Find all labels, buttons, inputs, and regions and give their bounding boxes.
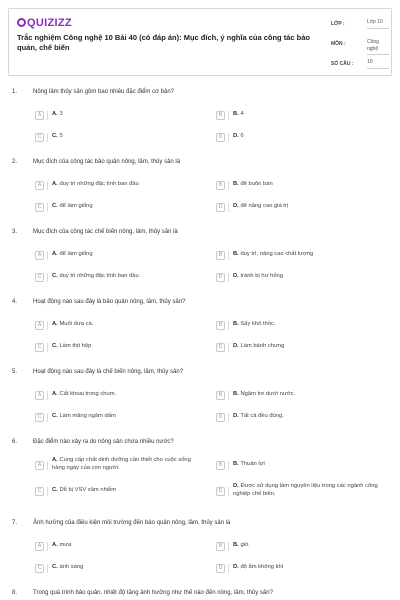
option-divider [228, 133, 229, 142]
meta-label: LỚP : [331, 21, 345, 27]
option-divider [47, 461, 48, 470]
answer-option[interactable] [35, 389, 205, 401]
answer-option[interactable] [35, 341, 205, 353]
option-text: B. 4 [233, 111, 244, 118]
option-letter-box: B [216, 251, 225, 260]
meta-subject [331, 35, 389, 55]
option-text: B. duy trì, nâng cao chất lượng [233, 251, 314, 258]
option-divider [228, 251, 229, 260]
option-text: D. Được sử dụng làm nguyên liệu trong các ngành công nghiệp chế biến. [233, 483, 378, 497]
question-text: Ảnh hưởng của điều kiện môi trường đến bảo quản nông, lâm, thủy sản là [33, 520, 231, 526]
option-divider [228, 542, 229, 551]
answer-option[interactable] [216, 319, 390, 331]
option-text: B. Thuận lợi [233, 461, 265, 468]
option-letter-box: A [35, 542, 44, 551]
option-letter-box: B [216, 181, 225, 190]
option-divider [47, 542, 48, 551]
option-text: A. 3 [52, 111, 63, 118]
meta-value: Lớp 10 [367, 19, 389, 29]
option-divider [47, 251, 48, 260]
answer-option[interactable] [35, 459, 205, 471]
answer-option[interactable] [35, 411, 205, 423]
option-text: D. Làm bánh chưng [233, 343, 285, 350]
option-divider [228, 321, 229, 330]
option-letter-box: C [35, 413, 44, 422]
meta-grade [331, 15, 389, 35]
option-divider [228, 111, 229, 120]
question-item [10, 156, 390, 226]
option-letter-box: C [35, 564, 44, 573]
worksheet-meta [331, 15, 389, 75]
option-divider [47, 564, 48, 573]
option-letter-box: A [35, 251, 44, 260]
question-text: Đặc điểm nào xảy ra do nông sản chứa nhiều nước? [33, 439, 174, 445]
brand-name: QUIZIZZ [27, 17, 72, 29]
option-divider [47, 413, 48, 422]
question-text: Nông lâm thủy sản gồm bao nhiêu đặc điểm cơ bản? [33, 89, 175, 95]
answer-option[interactable] [216, 389, 390, 401]
option-letter-box: D [216, 273, 225, 282]
option-letter-box: D [216, 343, 225, 352]
option-text: D. để nâng cao giá trị [233, 203, 289, 210]
answer-option[interactable] [35, 131, 205, 143]
option-divider [47, 203, 48, 212]
answer-option[interactable] [216, 131, 390, 143]
answer-option[interactable] [216, 411, 390, 423]
option-text: D. độ ẩm không khí [233, 564, 284, 571]
question-number: 4. [12, 299, 18, 305]
question-item [10, 366, 390, 436]
question-item [10, 436, 390, 517]
option-text: A. mưa [52, 542, 72, 549]
question-item [10, 86, 390, 156]
option-letter-box: A [35, 181, 44, 190]
option-letter-box: D [216, 487, 225, 496]
option-letter-box: D [216, 203, 225, 212]
answer-option[interactable] [216, 485, 390, 497]
answer-option[interactable] [216, 562, 390, 574]
answer-option[interactable] [216, 249, 390, 261]
option-text: A. duy trì những đặc tính ban đầu [52, 181, 139, 188]
question-text: Trong quá trình bảo quản, nhiệt độ tăng ảnh hưởng như thế nào đến nông, lâm, thủy sản? [33, 590, 273, 596]
question-text: Mục đích của công tác chế biến nông, lâm, thủy sản là [33, 229, 178, 235]
question-text: Hoạt động nào sau đây là chế biến nông, lâm, thủy sản? [33, 369, 184, 375]
option-divider [47, 133, 48, 142]
option-divider [47, 111, 48, 120]
option-divider [228, 181, 229, 190]
option-text: D. Tất cả đều đúng. [233, 413, 284, 420]
option-text: C. ánh sáng [52, 564, 84, 571]
option-text: A. Muối dưa cà. [52, 321, 94, 328]
question-number: 6. [12, 439, 18, 445]
option-divider [228, 461, 229, 470]
answer-option[interactable] [35, 319, 205, 331]
option-letter-box: C [35, 203, 44, 212]
option-letter-box: B [216, 391, 225, 400]
option-letter-box: C [35, 487, 44, 496]
answer-option[interactable] [35, 179, 205, 191]
answer-option[interactable] [35, 485, 205, 497]
option-letter-box: B [216, 461, 225, 470]
option-letter-box: B [216, 111, 225, 120]
option-divider [47, 343, 48, 352]
option-letter-box: A [35, 391, 44, 400]
option-letter-box: A [35, 321, 44, 330]
meta-label: MÔN : [331, 41, 346, 47]
answer-option[interactable] [216, 459, 390, 471]
question-item [10, 517, 390, 587]
option-letter-box: C [35, 133, 44, 142]
answer-option[interactable] [35, 109, 205, 121]
option-letter-box: D [216, 564, 225, 573]
option-text: C. 5 [52, 133, 63, 140]
option-text: B. Sấy khô thóc. [233, 321, 276, 328]
meta-value: 10 [367, 59, 389, 69]
question-text: Hoạt động nào sau đây là bảo quản nông, lâm, thủy sản? [33, 299, 186, 305]
question-number: 2. [12, 159, 18, 165]
meta-value: Công nghệ [367, 39, 389, 55]
option-letter-box: D [216, 413, 225, 422]
option-text: B. để buôn bán [233, 181, 273, 188]
answer-option[interactable] [216, 201, 390, 213]
option-divider [47, 181, 48, 190]
answer-option[interactable] [35, 271, 205, 283]
worksheet-header [8, 8, 392, 76]
option-text: C. Dễ bị VSV xâm nhiễm [52, 487, 117, 494]
option-text: B. Ngâm tre dưới nước. [233, 391, 296, 398]
option-text: C. Làm măng ngâm dấm [52, 413, 116, 420]
question-number: 5. [12, 369, 18, 375]
option-divider [228, 487, 229, 496]
option-divider [228, 343, 229, 352]
option-text: C. Làm thịt hộp [52, 343, 92, 350]
option-text: B. gió. [233, 542, 250, 549]
option-divider [228, 564, 229, 573]
option-text: A. Cung cấp chất dinh dưỡng cần thiết cho cuộc sống hàng ngày của con người. [52, 457, 191, 471]
option-divider [228, 413, 229, 422]
question-number: 8. [12, 590, 18, 596]
quizizz-logo [17, 17, 72, 29]
answer-option[interactable] [35, 249, 205, 261]
meta-label: SỐ CÂU : [331, 61, 354, 67]
option-divider [47, 391, 48, 400]
meta-question-count [331, 55, 389, 75]
answer-option[interactable] [35, 201, 205, 213]
answer-option[interactable] [35, 540, 205, 552]
question-item [10, 226, 390, 296]
question-number: 3. [12, 229, 18, 235]
question-number: 1. [12, 89, 18, 95]
option-letter-box: A [35, 461, 44, 470]
question-list [10, 86, 390, 600]
question-number: 7. [12, 520, 18, 526]
option-letter-box: C [35, 343, 44, 352]
option-letter-box: B [216, 542, 225, 551]
answer-option[interactable] [216, 341, 390, 353]
option-letter-box: A [35, 111, 44, 120]
question-item [10, 296, 390, 366]
answer-option[interactable] [216, 540, 390, 552]
option-text: A. Cất khoai trong chum. [52, 391, 117, 398]
answer-option[interactable] [216, 271, 390, 283]
option-letter-box: D [216, 133, 225, 142]
logo-icon [17, 18, 26, 27]
option-divider [228, 203, 229, 212]
option-text: C. duy trì những đặc tính ban đầu [52, 273, 139, 280]
option-divider [228, 273, 229, 282]
answer-option[interactable] [35, 562, 205, 574]
option-text: D. 6 [233, 133, 244, 140]
option-letter-box: C [35, 273, 44, 282]
question-item [10, 587, 390, 600]
answer-option[interactable] [216, 179, 390, 191]
answer-option[interactable] [216, 109, 390, 121]
option-divider [228, 391, 229, 400]
option-divider [47, 487, 48, 496]
option-text: C. để làm giống [52, 203, 93, 210]
option-text: D. tránh bị hư hỏng [233, 273, 283, 280]
option-divider [47, 321, 48, 330]
option-text: A. để làm giống [52, 251, 93, 258]
option-divider [47, 273, 48, 282]
option-letter-box: B [216, 321, 225, 330]
worksheet-title: Trắc nghiệm Công nghệ 10 Bài 40 (có đáp án): Mục đích, ý nghĩa của công tác bảo quản, chế biến [17, 33, 310, 53]
question-text: Mục đích của công tác bảo quản nông, lâm, thủy sản là [33, 159, 181, 165]
